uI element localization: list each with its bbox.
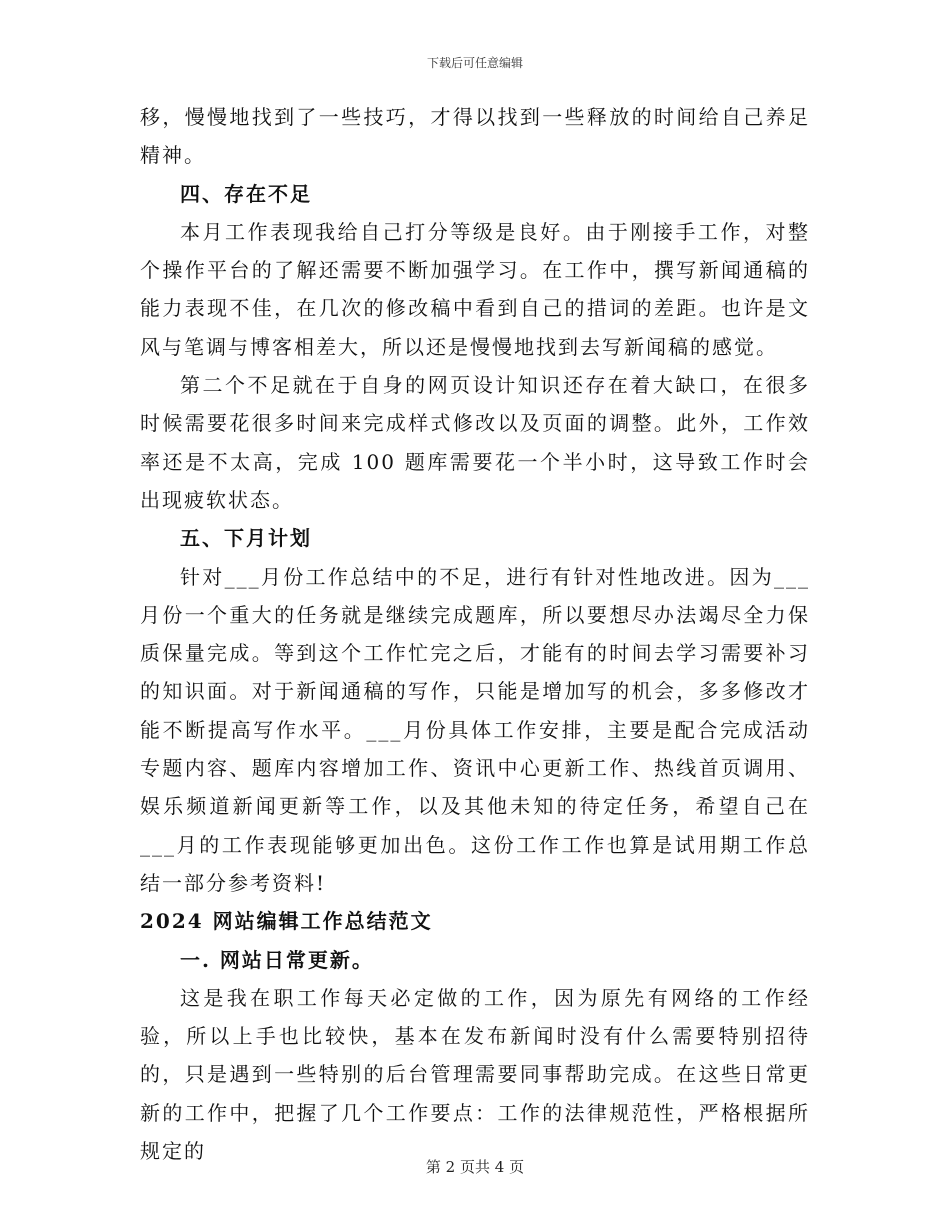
paragraph-5: 针对___月份工作总结中的不足，进行有针对性地改进。因为___月份一个重大的任务就是继续完成题库，所以要想尽办法竭尽全力保质保量完成。等到这个工作忙完之后，才能有的时间去学习需要补习的知识面。对于新闻通稿的写作，只能是增加写的机会，多多修改才能不断提高写作水平。___月份具体工作安排，主要是配合完成活动专题内容、题库内容增加工作、资讯中心更新工作、热线首页调用、娱乐频道新闻更新等工作，以及其他未知的待定任务，希望自己在___月的工作表现能够更加出色。这份工作工作也算是试用期工作总结一部分参考资料! xyxy=(140,564,810,895)
page-footer: 第 2 页共 4 页 xyxy=(425,1158,525,1176)
paragraph-s1: 这是我在职工作每天必定做的工作，因为原先有网络的工作经验，所以上手也比较快，基本在发布新闻时没有什么需要特别招待的，只是遇到一些特别的后台管理需要同事帮助完成。在这些日常更新的工作中，把握了几个工作要点：工作的法律规范性，严格根据所规定的 xyxy=(140,985,810,1164)
paragraph-continued: 移，慢慢地找到了一些技巧，才得以找到一些释放的时间给自己养足精神。 xyxy=(140,105,810,168)
paragraph-4a: 本月工作表现我给自己打分等级是良好。由于刚接手工作，对整个操作平台的了解还需要不断加强学习。在工作中，撰写新闻通稿的能力表现不佳，在几次的修改稿中看到自己的措词的差距。也许是文风与笔调与博客相差大，所以还是慢慢地找到去写新闻稿的感觉。 xyxy=(140,219,810,359)
document-body xyxy=(140,98,810,1170)
section-heading-4: 四、存在不足 xyxy=(180,181,312,206)
section-heading-s1: 一. 网站日常更新。 xyxy=(180,947,374,972)
paragraph-4b: 第二个不足就在于自身的网页设计知识还存在着大缺口，在很多时候需要花很多时间来完成样式修改以及页面的调整。此外，工作效率还是不太高，完成 100 题库需要花一个半小时，这导致工作时会出现疲软状态。 xyxy=(140,373,810,512)
document-title: 2024 网站编辑工作总结范文 xyxy=(140,909,433,934)
section-heading-5: 五、下月计划 xyxy=(180,526,312,551)
page-header: 下载后可任意编辑 xyxy=(426,56,523,70)
